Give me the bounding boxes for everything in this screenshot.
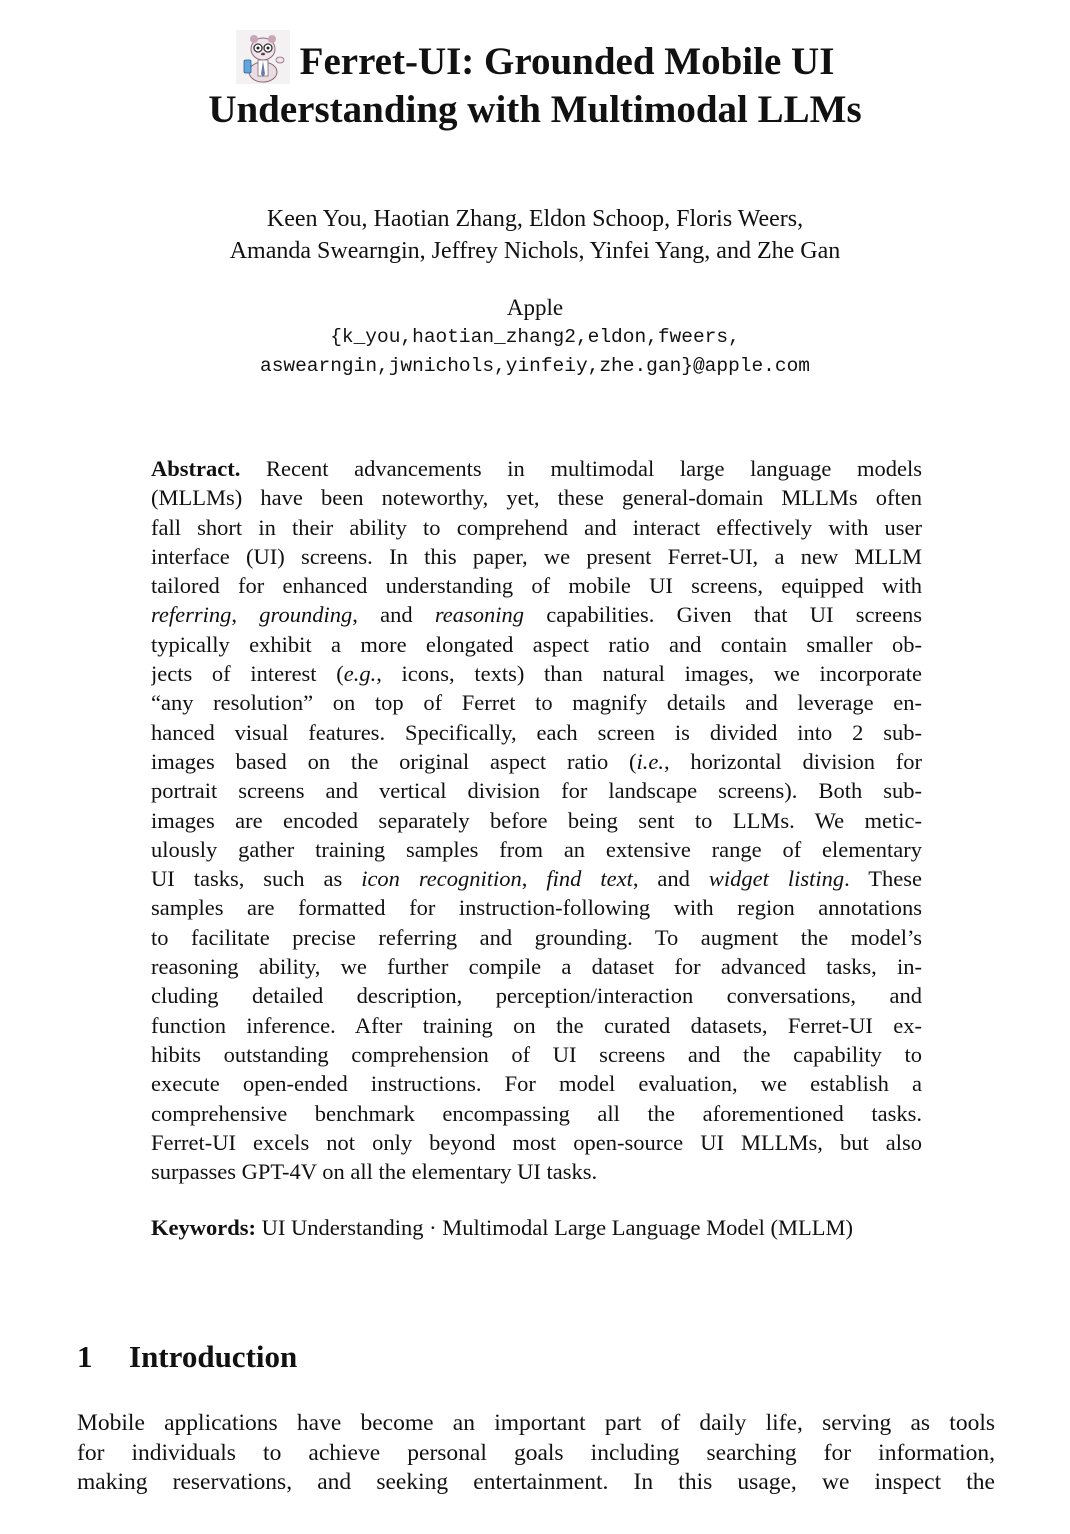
author-list <box>0 203 1070 267</box>
abstract-line: Abstract. Recent advancements in multimodal large language models <box>151 456 922 481</box>
authors-line-1: Keen You, Haotian Zhang, Eldon Schoop, Floris Weers, <box>266 206 804 232</box>
abstract-line: (MLLMs) have been noteworthy, yet, these general-domain MLLMs often <box>151 485 922 511</box>
abstract-line: surpasses GPT-4V on all the elementary UI tasks. <box>151 1159 598 1185</box>
section-title: Introduction <box>129 1339 298 1374</box>
abstract-line: ulously gather training samples from an extensive range of elementary <box>151 836 922 862</box>
abstract-line: typically exhibit a more elongated aspect ratio and contain smaller ob- <box>151 631 922 657</box>
abstract-line: fall short in their ability to comprehend and interact effectively with user <box>151 514 922 540</box>
abstract-line: hibits outstanding comprehension of UI screens and the capability to <box>151 1041 922 1067</box>
abstract-line: images based on the original aspect ratio (i.e., horizontal division for <box>151 748 922 774</box>
abstract-line: function inference. After training on the curated datasets, Ferret-UI ex- <box>151 1012 922 1038</box>
title-line-2: Understanding with Multimodal LLMs <box>208 88 862 131</box>
affiliation-block <box>0 293 1070 381</box>
authors-line-2: Amanda Swearngin, Jeffrey Nichols, Yinfei Yang, and Zhe Gan <box>229 238 841 264</box>
abstract-line: referring, grounding, and reasoning capabilities. Given that UI screens <box>151 602 922 628</box>
keywords-text: UI Understanding · Multimodal Large Language Model (MLLM) <box>256 1215 853 1240</box>
body-line: making reservations, and seeking entertainment. In this usage, we inspect the <box>77 1469 995 1495</box>
abstract-line: reasoning ability, we further compile a dataset for advanced tasks, in- <box>151 954 922 980</box>
abstract-line: hanced visual features. Specifically, each screen is divided into 2 sub- <box>151 719 922 745</box>
abstract <box>151 454 922 1186</box>
abstract-line: execute open-ended instructions. For model evaluation, we establish a <box>151 1071 922 1097</box>
introduction-body <box>77 1409 995 1498</box>
abstract-line: to facilitate precise referring and grounding. To augment the model’s <box>151 924 922 950</box>
paper-title <box>0 30 1070 134</box>
abstract-line: tailored for enhanced understanding of mobile UI screens, equipped with <box>151 573 922 599</box>
abstract-line: interface (UI) screens. In this paper, we present Ferret-UI, a new MLLM <box>151 543 922 569</box>
abstract-line: samples are formatted for instruction-following with region annotations <box>151 895 922 921</box>
title-text-line-1: Ferret-UI: Grounded Mobile UI <box>299 40 835 83</box>
abstract-line: jects of interest (e.g., icons, texts) than natural images, we incorporate <box>151 661 922 687</box>
title-line-1 <box>0 30 1070 86</box>
body-line: for individuals to achieve personal goals including searching for information, <box>77 1439 995 1466</box>
abstract-line: “any resolution” on top of Ferret to magnify details and leverage en- <box>151 690 922 716</box>
abstract-line: Ferret-UI excels not only beyond most open-source UI MLLMs, but also <box>151 1129 922 1155</box>
keywords <box>151 1213 981 1243</box>
affiliation: Apple <box>506 295 564 320</box>
section-heading-introduction <box>77 1337 297 1377</box>
abstract-line: UI tasks, such as icon recognition, find text, and widget listing. These <box>151 866 922 892</box>
ferret-mascot-icon <box>236 30 290 84</box>
body-line: Mobile applications have become an important part of daily life, serving as tools <box>77 1410 995 1436</box>
abstract-line: comprehensive benchmark encompassing all the aforementioned tasks. <box>151 1100 922 1126</box>
email-line-1: {k_you,haotian_zhang2,eldon,fweers, <box>330 326 740 348</box>
keywords-label: Keywords: <box>151 1215 256 1240</box>
abstract-label: Abstract. <box>151 456 241 481</box>
email-line-2: aswearngin,jwnichols,yinfeiy,zhe.gan}@apple.com <box>260 355 810 377</box>
section-number: 1 <box>77 1339 93 1374</box>
abstract-line: portrait screens and vertical division for landscape screens). Both sub- <box>151 778 922 804</box>
abstract-line: cluding detailed description, perception/interaction conversations, and <box>151 983 922 1009</box>
abstract-line: images are encoded separately before being sent to LLMs. We metic- <box>151 807 922 833</box>
